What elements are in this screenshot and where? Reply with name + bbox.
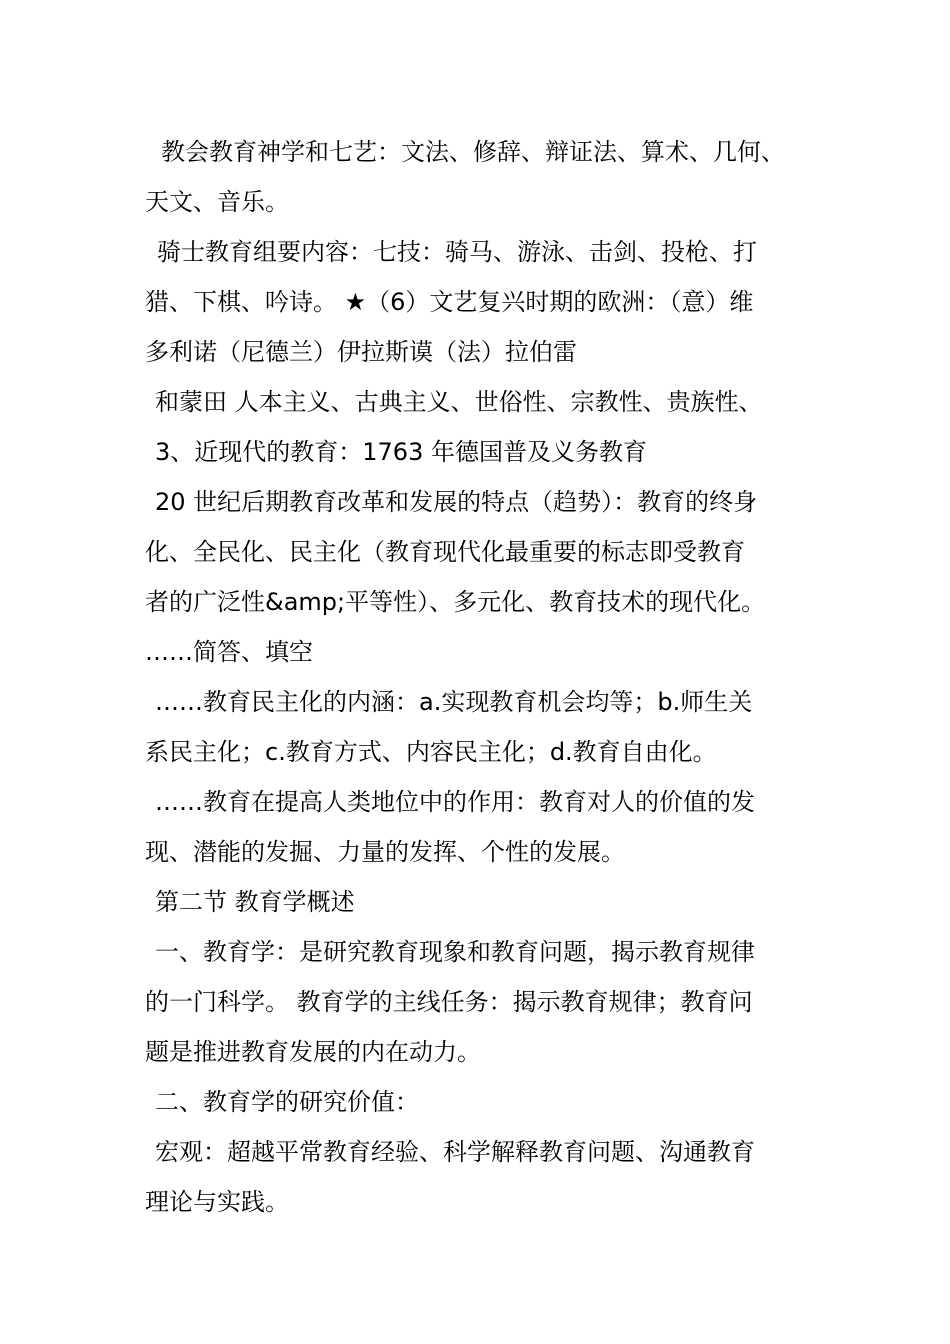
text-line: 天文、音乐。: [145, 188, 289, 216]
text-line: 理论与实践。: [145, 1188, 289, 1216]
text-line: 的一门科学。 教育学的主线任务：揭示教育规律；教育问: [145, 988, 753, 1016]
text-line: 20 世纪后期教育改革和发展的特点（趋势）：教育的终身: [155, 488, 758, 516]
text-line: 系民主化；c.教育方式、内容民主化；d.教育自由化。: [145, 738, 717, 766]
text-line: 猎、下棋、吟诗。 ★（6）文艺复兴时期的欧洲：（意）维: [145, 288, 754, 316]
text-line: 教会教育神学和七艺：文法、修辞、辩证法、算术、几何、: [161, 138, 785, 166]
text-line: 多利诺（尼德兰）伊拉斯谟（法）拉伯雷: [145, 338, 577, 366]
text-line: ……教育民主化的内涵：a.实现教育机会均等；b.师生关: [155, 688, 753, 716]
text-line: 一、教育学：是研究教育现象和教育问题，揭示教育规律: [155, 938, 755, 966]
text-line: 3、近现代的教育：1763 年德国普及义务教育: [155, 438, 647, 466]
text-line: 题是推进教育发展的内在动力。: [145, 1038, 481, 1066]
text-line: 现、潜能的发掘、力量的发挥、个性的发展。: [145, 838, 625, 866]
document-body: [145, 127, 825, 1227]
text-line: 者的广泛性&amp;平等性）、多元化、教育技术的现代化。: [145, 588, 766, 616]
text-line: 和蒙田 人本主义、古典主义、世俗性、宗教性、贵族性、: [155, 388, 763, 416]
text-line: 宏观：超越平常教育经验、科学解释教育问题、沟通教育: [155, 1138, 755, 1166]
text-line: ……简答、填空: [145, 638, 313, 666]
text-line: 二、教育学的研究价值：: [155, 1088, 419, 1116]
text-line: 骑士教育组要内容：七技：骑马、游泳、击剑、投枪、打: [157, 238, 757, 266]
section-heading: 第二节 教育学概述: [155, 888, 355, 916]
text-line: ……教育在提高人类地位中的作用：教育对人的价值的发: [155, 788, 755, 816]
text-line: 化、全民化、民主化（教育现代化最重要的标志即受教育: [145, 538, 745, 566]
